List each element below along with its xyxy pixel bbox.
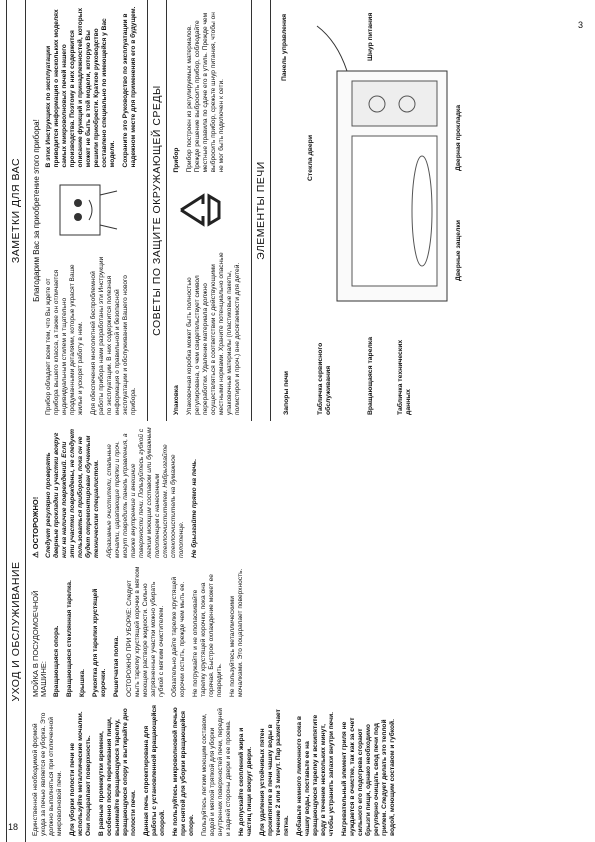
page-number-top: 3 xyxy=(578,20,584,30)
packaging-text: Упаковочная коробка может быть полностью регулирована, о чем свидетельствует символ переработки. Удаление материала должно осуществляться в соответствии с действующими местными нормами. Храните потенциально опасные упаковочные материалы (пластиковые пакеты, полистирол и проч.) вне досягаемости для детей. xyxy=(186,252,241,415)
dishwasher-item: Вращающаяся опора. xyxy=(53,625,60,697)
cleaning-caution: ОСТОРОЖНО ПРИ УБОРКЕ: Следует мыть тарелку хрустящей корочки в мягком моющем растворе жидкости. Сильно загрязненные участки можно убирать губкой с мягким очистителем. xyxy=(126,566,165,697)
warning-text: Абразивные очистители, стальные мочалки, царапающие тряпки и проч. могут повредить панель управления, а также внутренние и внешние поверхности печи. Пользуйтесь губкой с легким моющим составом или бумажным полотенцем с нанесенным стеклоочистителем. Набрызгайте стеклоочиститель на бумажное полотенце. xyxy=(106,427,185,558)
care-paragraph: Не погружайте и не ополаскивайте тарелку хрустящей корочки, пока она горячая. Быстрое охлаждение может ее повредить. xyxy=(192,574,223,697)
banner-environment: СОВЕТЫ ПО ЗАЩИТЕ ОКРУЖАЮЩЕЙ СРЕДЫ xyxy=(147,0,167,421)
recycle-symbol xyxy=(173,181,247,241)
oven-mascot-icon xyxy=(45,176,125,246)
notes-paragraph: В этих Инструкциях по эксплуатации приводится информация о нескольких моделях самых микроволновых печей нашего производства. Поэтому в них содержится описание функций и принадлежностей, которых может не быть в той модели, которую Вы решили приобрести. Краткое руководство составлено специально по имеющейся у Вас модели. xyxy=(45,7,116,168)
dishwasher-item: Решетчатая полка. xyxy=(113,635,120,697)
dishwasher-title: МОЙКА В ПОСУДОМОЕЧНОЙ МАШИНЕ: xyxy=(31,590,48,697)
notes-columns xyxy=(45,0,143,421)
dishwasher-item: Крышка. xyxy=(79,669,86,697)
care-paragraph: Для удаления устойчивых пятен прокипятите в печи чашку воды в течение 2 или 3 минут. Пар размягчает пятна. xyxy=(259,709,290,836)
bottom-page xyxy=(0,421,595,842)
oven-diagram-drawing xyxy=(277,0,477,421)
label-door-hooks: Дверные защелки xyxy=(455,220,462,281)
environment-col-appliance xyxy=(173,6,247,173)
environment-col-packaging xyxy=(173,249,247,416)
care-paragraph: Пользуйтесь легким моющим составом, водой и мягкой тряпкой для уборки внутренних поверхностей печи, передней и задней стороны двери и ее проема. xyxy=(201,708,232,836)
notes-col-2 xyxy=(45,6,143,168)
notes-col-1 xyxy=(45,254,143,416)
label-service-plate: Табличка сервисного обслуживания xyxy=(317,342,332,415)
banner-care: УХОД И ОБСЛУЖИВАНИЕ xyxy=(6,421,26,842)
label-turntable: Вращающаяся тарелка xyxy=(367,337,374,415)
care-paragraph: Обязательно дайте тарелке хрустящей корочки остыть, прежде чем мыть ее. xyxy=(171,576,186,697)
care-col-3 xyxy=(32,427,402,558)
warning-text: Следует регулярно проверять дверные прокладки и участки вокруг них на наличие повреждений. Если эти участки повреждены, не следует пользоваться прибором, пока он не будет отремонтирован обученным техническим специалистом. xyxy=(45,429,100,558)
thank-you-heading: Благодарим Вас за приобретение этого прибора! xyxy=(32,119,41,302)
label-door-seal: Дверная прокладка xyxy=(455,104,462,171)
appliance-title: Прибор xyxy=(173,147,180,173)
care-paragraph: Не допускайте скоплений жира и частиц пищи вокруг двери. xyxy=(238,727,253,836)
care-col-2 xyxy=(32,566,402,697)
notes-illustration xyxy=(45,176,143,246)
recycle-icon xyxy=(173,181,233,241)
label-door-glass: Стекла двери xyxy=(307,134,314,181)
packaging-title: Упаковка xyxy=(173,385,180,415)
care-paragraph: Единственной необходимой формой ухода за печью является ее уборка. Это должно выполняться при отключенной микроволновой печи. xyxy=(32,712,63,836)
environment-columns xyxy=(173,0,247,421)
label-oven-latches: Запоры печи xyxy=(283,371,290,415)
label-control-panel: Панель управления xyxy=(281,13,288,81)
label-rating-plate: Табличка технических данных xyxy=(397,339,412,415)
dishwasher-item: Вращающаяся стеклянная тарелка. xyxy=(66,580,73,697)
care-paragraph: В равные промежутки времени, особенно после переливания пищи, вынимайте вращающуюся тарелку, вращающуюся опору и вытирайте дно полости печи. xyxy=(98,708,137,836)
warning-title: ⚠ ОСТОРОЖНО! xyxy=(31,496,40,558)
care-paragraph: Добавьте немного лимонного сока в чашку воды, поставьте ее на вращающуюся тарелку и вскипятите воду в течение нескольких минут, чтобы устранить запахи внутри печи. xyxy=(296,712,335,836)
notes-paragraph: Прибор обладает всем тем, что Вы ждете от прибора вышего класса, а также он отличается индивидуальным стилем и тщательно продуманными деталями, которые украсят Ваше жилье и ускорят работу в нем. xyxy=(45,264,84,415)
care-columns xyxy=(32,421,402,842)
care-paragraph: Не пользуйтесь металлическими мочалками. Это поцарапает поверхность. xyxy=(229,568,244,697)
banner-elements: ЭЛЕМЕНТЫ ПЕЧИ xyxy=(251,0,271,421)
care-paragraph: Для уборки полости печи не используйте металлические мочалки. Они поцарапают поверхность. xyxy=(69,711,92,836)
care-paragraph: Нагревательный элемент гриля не нуждается в очистке, так как за счет сильного его подогрева сгорают брызги пищи, однако необходимо регулярно очищать свод печи под грилем. Следует делать это теплой водой, моющим составом и губкой. xyxy=(341,717,396,836)
label-power-cord: Шнур питания xyxy=(367,12,374,61)
banner-notes: ЗАМЕТКИ ДЛЯ ВАС xyxy=(6,0,26,421)
notes-paragraph: Для обеспечения многолетней беспроблемной работы прибора нами разработаны эти Инструкции по эксплуатации. В них содержится полезная информация о правильной и безопасной эксплуатации и обслуживании Вашего нового прибора. xyxy=(90,256,137,415)
notes-paragraph: Сохраните это Руководство по эксплуатации в надежном месте для применения его в будущем. xyxy=(122,6,137,168)
dishwasher-item: Рукоятка для тарелки хрустящей корочки. xyxy=(92,588,107,697)
care-paragraph: Не пользуйтесь микроволновой печью при снятой для уборки вращающейся опоре. xyxy=(172,707,195,836)
bottom-page-content xyxy=(0,421,595,842)
appliance-text: Прибор построен из регулируемых материалов. Прежде решение выбросить прибор, соблюдайте местные правила по сдаче его в утиль. Прежде чем выбросить прибор, срежьте шнур питания, чтобы он не мог быть подключен к сети. xyxy=(186,12,225,173)
warning-text: Не брызгайте прямо на печь. xyxy=(191,458,198,558)
care-col-1 xyxy=(32,705,402,836)
page-number-bottom: 18 xyxy=(8,822,19,832)
oven-diagram xyxy=(277,0,477,421)
care-paragraph: Данная печь спроектирована для работы с установленной вращающейся опорой. xyxy=(143,704,166,836)
